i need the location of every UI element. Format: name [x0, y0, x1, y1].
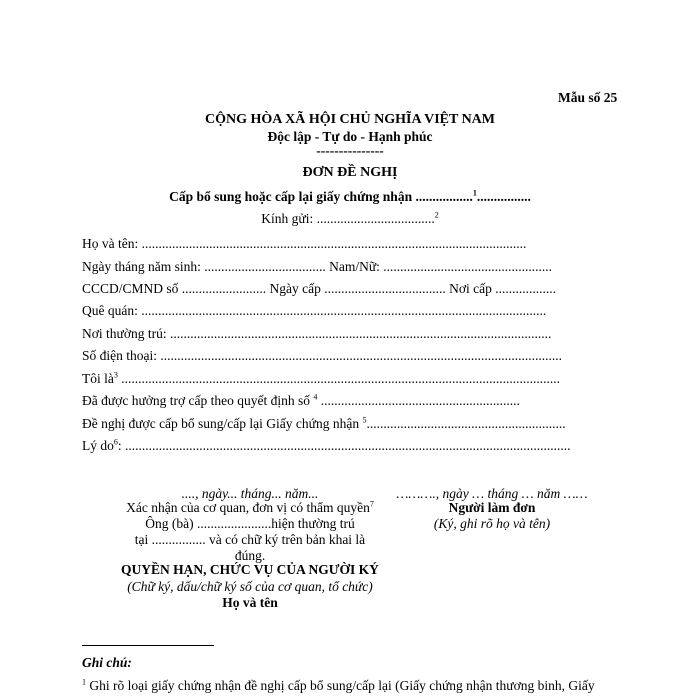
authority-instruction: (Chữ ký, dấu/chữ ký số của cơ quan, tổ chức) [127, 579, 373, 594]
footnote-ref-5: 5 [362, 415, 367, 425]
confirmation-line-4: đúng. [234, 548, 266, 563]
authority-title: QUYỀN HẠN, CHỨC VỤ CỦA NGƯỜI KÝ [121, 562, 379, 577]
subtitle-tail: ................ [476, 189, 531, 204]
applicant-instruction: (Ký, ghi rõ họ và tên) [433, 516, 551, 531]
benefit-text: Đã được hưởng trợ cấp theo quyết định số [82, 393, 311, 408]
footnote-divider [82, 645, 214, 646]
document-subtitle [0, 189, 700, 205]
request-text: Đề nghị được cấp bổ sung/cấp lại Giấy chứng nhận [82, 416, 360, 431]
country-heading: CỘNG HÒA XÃ HỘI CHỦ NGHĨA VIỆT NAM [204, 112, 495, 127]
dob-gender-field: Ngày tháng năm sinh: .................................... Nam/Nữ: .................................................. [82, 259, 553, 274]
full-name-field: Họ và tên: .................................................................................................................. [82, 236, 527, 251]
addressee [0, 211, 700, 227]
footnote-ref-1: 1 [472, 188, 477, 198]
notes-heading: Ghi chú: [82, 655, 132, 670]
id-card-field: CCCD/CMND số ......................... Ngày cấp .................................... Nơi cấp .................. [82, 281, 556, 296]
residence-field: Nơi thường trú: ................................................................................................................. [82, 326, 552, 341]
footnote-ref-7: 7 [369, 499, 374, 509]
reason-field [82, 438, 571, 454]
request-field [82, 416, 566, 432]
i-am-dots: .................................................................................................................................. [117, 371, 560, 386]
footnote-ref-3: 3 [113, 370, 118, 380]
applicant-title: Người làm đơn [448, 500, 536, 515]
form-number: Mẫu số 25 [558, 90, 618, 105]
document-title: ĐƠN ĐỀ NGHỊ [302, 165, 398, 180]
hometown-field: Quê quán: ........................................................................................................................ [82, 303, 547, 318]
confirmation-line-2: Ông (bà) ......................hiện thường trú [145, 516, 355, 531]
addressee-text: Kính gửi: ................................... [261, 211, 435, 226]
header-divider: --------------- [316, 143, 384, 158]
left-date-line: ...., ngày... tháng... năm... [181, 486, 319, 501]
phone-field: Số điện thoại: ....................................................................................................................... [82, 348, 562, 363]
benefit-dots: ........................................................... [317, 393, 520, 408]
i-am-field [82, 371, 560, 387]
confirmation-text: Xác nhận của cơ quan, đơn vị có thẩm quyền [126, 500, 370, 515]
benefit-field [82, 393, 520, 409]
request-dots: ........................................................... [366, 416, 566, 431]
authority-name: Họ và tên [222, 595, 278, 610]
right-date-line: ………., ngày … tháng … năm …… [396, 486, 588, 501]
footnote-ref-6: 6 [113, 437, 118, 447]
subtitle-text: Cấp bổ sung hoặc cấp lại giấy chứng nhận ................. [169, 189, 473, 204]
motto: Độc lập - Tự do - Hạnh phúc [267, 129, 433, 144]
reason-dots: : .................................................................................................................................... [117, 438, 571, 453]
footnote-1 [82, 678, 595, 694]
confirmation-line-3: tại ................ và có chữ ký trên bản khai là [134, 532, 366, 547]
footnote-1-text: Ghi rõ loại giấy chứng nhận đề nghị cấp bổ sung/cấp lại (Giấy chứng nhận thương binh, Giấy [86, 678, 595, 693]
i-am-label: Tôi là [82, 371, 114, 386]
footnote-ref-2: 2 [434, 210, 439, 220]
footnote-ref-4: 4 [313, 392, 318, 402]
reason-label: Lý do [82, 438, 114, 453]
footnote-1-number: 1 [82, 677, 86, 687]
